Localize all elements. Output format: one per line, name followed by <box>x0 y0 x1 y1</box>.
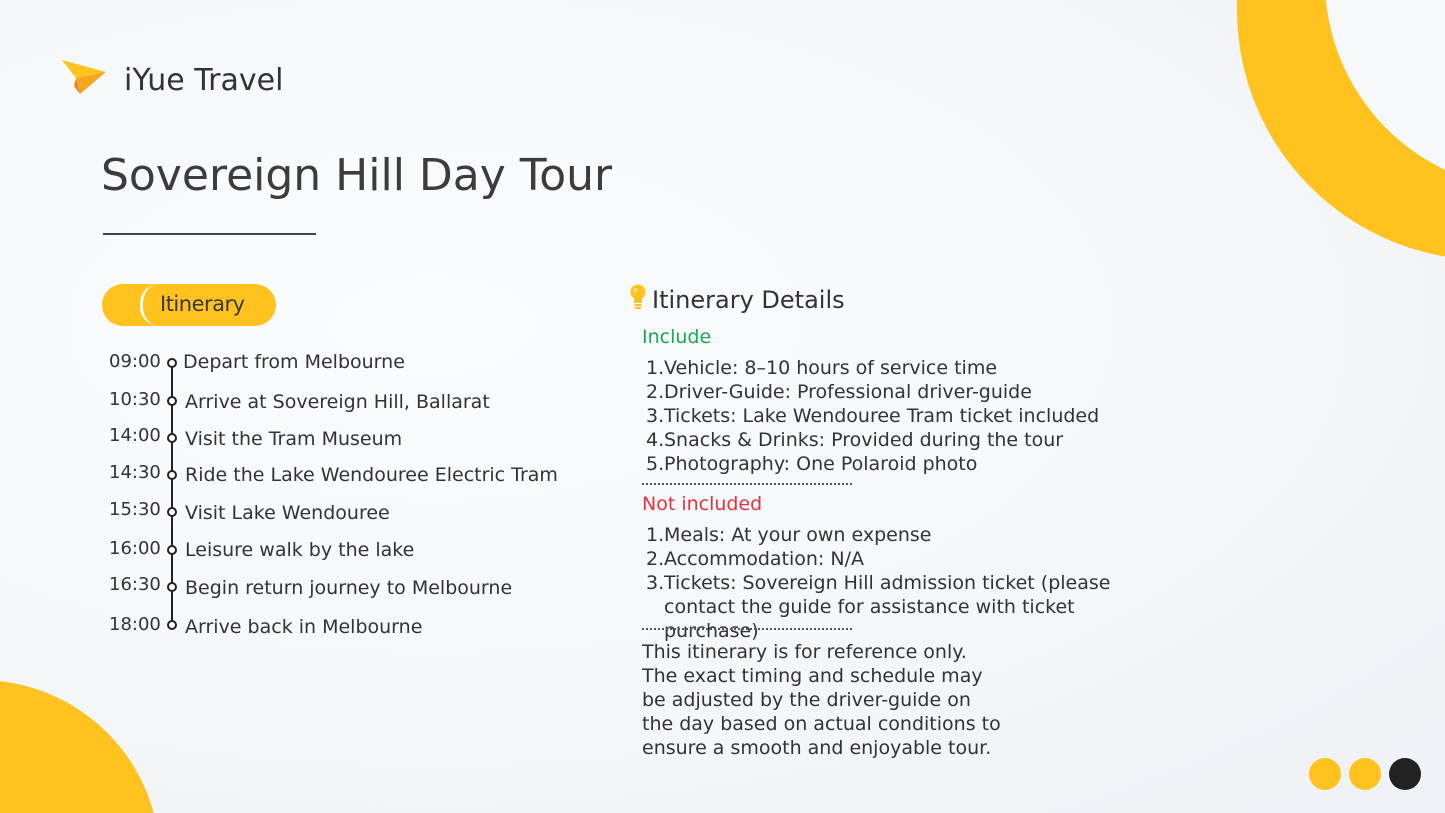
include-item-text: Snacks & Drinks: Provided during the tour <box>664 429 1064 451</box>
not-included-list <box>644 523 1144 643</box>
not-included-item-number: 3. <box>646 572 665 594</box>
timeline-time: 10:30 <box>109 389 161 410</box>
not-included-item-text: Meals: At your own expense <box>664 524 932 546</box>
not-included-item <box>644 547 1144 571</box>
timeline-dot <box>167 470 177 480</box>
not-included-item-number: 2. <box>646 548 665 570</box>
include-item-number: 3. <box>646 405 665 427</box>
include-item-number: 5. <box>646 453 665 475</box>
page-title: Sovereign Hill Day Tour <box>101 150 613 201</box>
include-item <box>644 452 1099 476</box>
not-included-heading: Not included <box>642 493 763 515</box>
timeline-time: 14:00 <box>109 425 161 446</box>
decorative-circle-bottom-left <box>0 680 160 813</box>
pager-dot-1[interactable] <box>1309 758 1341 790</box>
title-underline <box>103 233 316 235</box>
timeline-event: Visit the Tram Museum <box>185 428 403 450</box>
brand-name: iYue Travel <box>124 63 284 98</box>
timeline-dot <box>167 433 177 443</box>
pager-dot-3[interactable] <box>1389 758 1421 790</box>
timeline-dot <box>167 582 177 592</box>
timeline-dot <box>167 507 177 517</box>
timeline-dot <box>167 620 177 630</box>
details-title: Itinerary Details <box>652 286 845 314</box>
include-item-number: 2. <box>646 381 665 403</box>
include-heading: Include <box>642 326 712 348</box>
timeline-event: Visit Lake Wendouree <box>185 502 390 524</box>
include-item <box>644 404 1099 428</box>
pager-dot-2[interactable] <box>1349 758 1381 790</box>
include-item-number: 1. <box>646 357 665 379</box>
not-included-item-text: Accommodation: N/A <box>664 548 864 570</box>
timeline-time: 09:00 <box>109 351 161 372</box>
not-included-item-number: 1. <box>646 524 665 546</box>
timeline-event: Ride the Lake Wendouree Electric Tram <box>185 464 558 486</box>
include-list <box>644 356 1099 476</box>
timeline-time: 16:30 <box>109 574 161 595</box>
timeline-dot <box>167 545 177 555</box>
lightbulb-icon <box>629 284 647 312</box>
timeline-event: Begin return journey to Melbourne <box>185 577 513 599</box>
timeline-event: Depart from Melbourne <box>183 351 405 373</box>
not-included-item <box>644 523 1144 547</box>
include-item <box>644 428 1099 452</box>
timeline-time: 15:30 <box>109 499 161 520</box>
include-item-text: Photography: One Polaroid photo <box>664 453 978 475</box>
itinerary-tab-label: Itinerary <box>160 292 245 316</box>
include-item-text: Vehicle: 8–10 hours of service time <box>664 357 998 379</box>
timeline-event: Arrive at Sovereign Hill, Ballarat <box>185 391 490 413</box>
timeline-event: Arrive back in Melbourne <box>185 616 423 638</box>
dotted-divider <box>642 483 852 485</box>
include-item <box>644 356 1099 380</box>
include-item <box>644 380 1099 404</box>
not-included-item <box>644 571 1144 643</box>
paper-plane-icon <box>60 58 108 98</box>
include-item-number: 4. <box>646 429 665 451</box>
timeline-time: 18:00 <box>109 614 161 635</box>
dotted-divider <box>642 628 852 630</box>
not-included-item-text: Tickets: Sovereign Hill admission ticket (please contact the guide for assistance with ticket purchase) <box>664 572 1111 642</box>
timeline-time: 16:00 <box>109 538 161 559</box>
include-item-text: Driver-Guide: Professional driver-guide <box>664 381 1032 403</box>
timeline-time: 14:30 <box>109 462 161 483</box>
timeline-dot <box>167 358 177 368</box>
disclaimer-note: This itinerary is for reference only. The exact timing and schedule may be adjusted by the driver-guide on the day based on actual conditions to ensure a smooth and enjoyable tour. <box>642 641 1001 759</box>
include-item-text: Tickets: Lake Wendouree Tram ticket included <box>664 405 1100 427</box>
timeline-dot <box>167 396 177 406</box>
timeline-event: Leisure walk by the lake <box>185 539 415 561</box>
